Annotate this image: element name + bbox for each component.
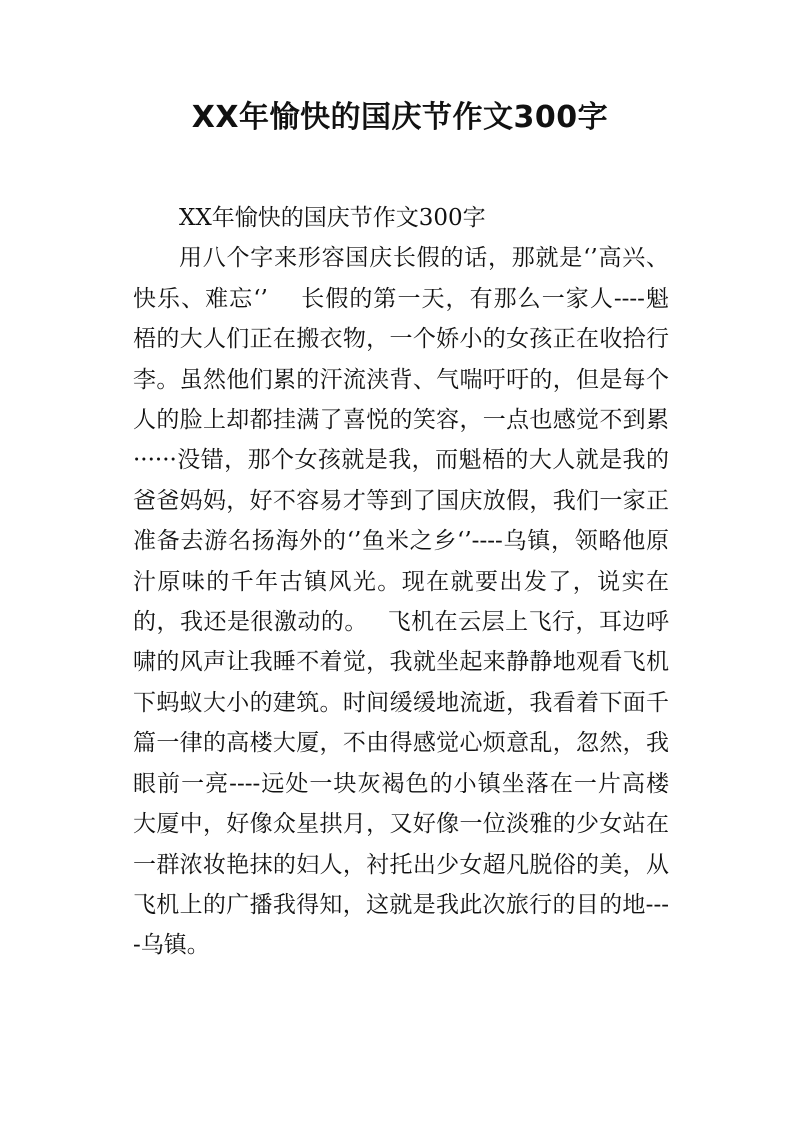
document-paragraph: 用八个字来形容国庆长假的话，那就是‘’高兴、快乐、难忘‘’ 长假的第一天，有那么一家人----魁梧的大人们正在搬衣物，一个娇小的女孩正在收拾行李。虽然他们累的汗流浃背、气喘吁吁的，但是每个人的脸上却都挂满了喜悦的笑容，一点也感觉不到累······没错，那个女孩就是我，而魁梧的大人就是我的爸爸妈妈，好不容易才等到了国庆放假，我们一家正准备去游名扬海外的‘’鱼米之乡‘’----乌镇，领略他原汁原味的千年古镇风光。现在就要出发了，说实在的，我还是很激动的。 飞机在云层上飞行，耳边呼啸的风声让我睡不着觉，我就坐起来静静地观看飞机下蚂蚁大小的建筑。时间缓缓地流逝，我看着下面千篇一律的高楼大厦，不由得感觉心烦意乱，忽然，我眼前一亮----远处一块灰褐色的小镇坐落在一片高楼大厦中，好像众星拱月，又好像一位淡雅的少女站在一群浓妆艳抹的妇人，衬托出少女超凡脱俗的美，从飞机上的广播我得知，这就是我此次旅行的目的地----乌镇。	[133, 245, 669, 959]
document-body	[133, 198, 669, 966]
document-title: XX年愉快的国庆节作文300字	[191, 100, 609, 135]
document-subtitle: XX年愉快的国庆节作文300字	[179, 205, 486, 231]
